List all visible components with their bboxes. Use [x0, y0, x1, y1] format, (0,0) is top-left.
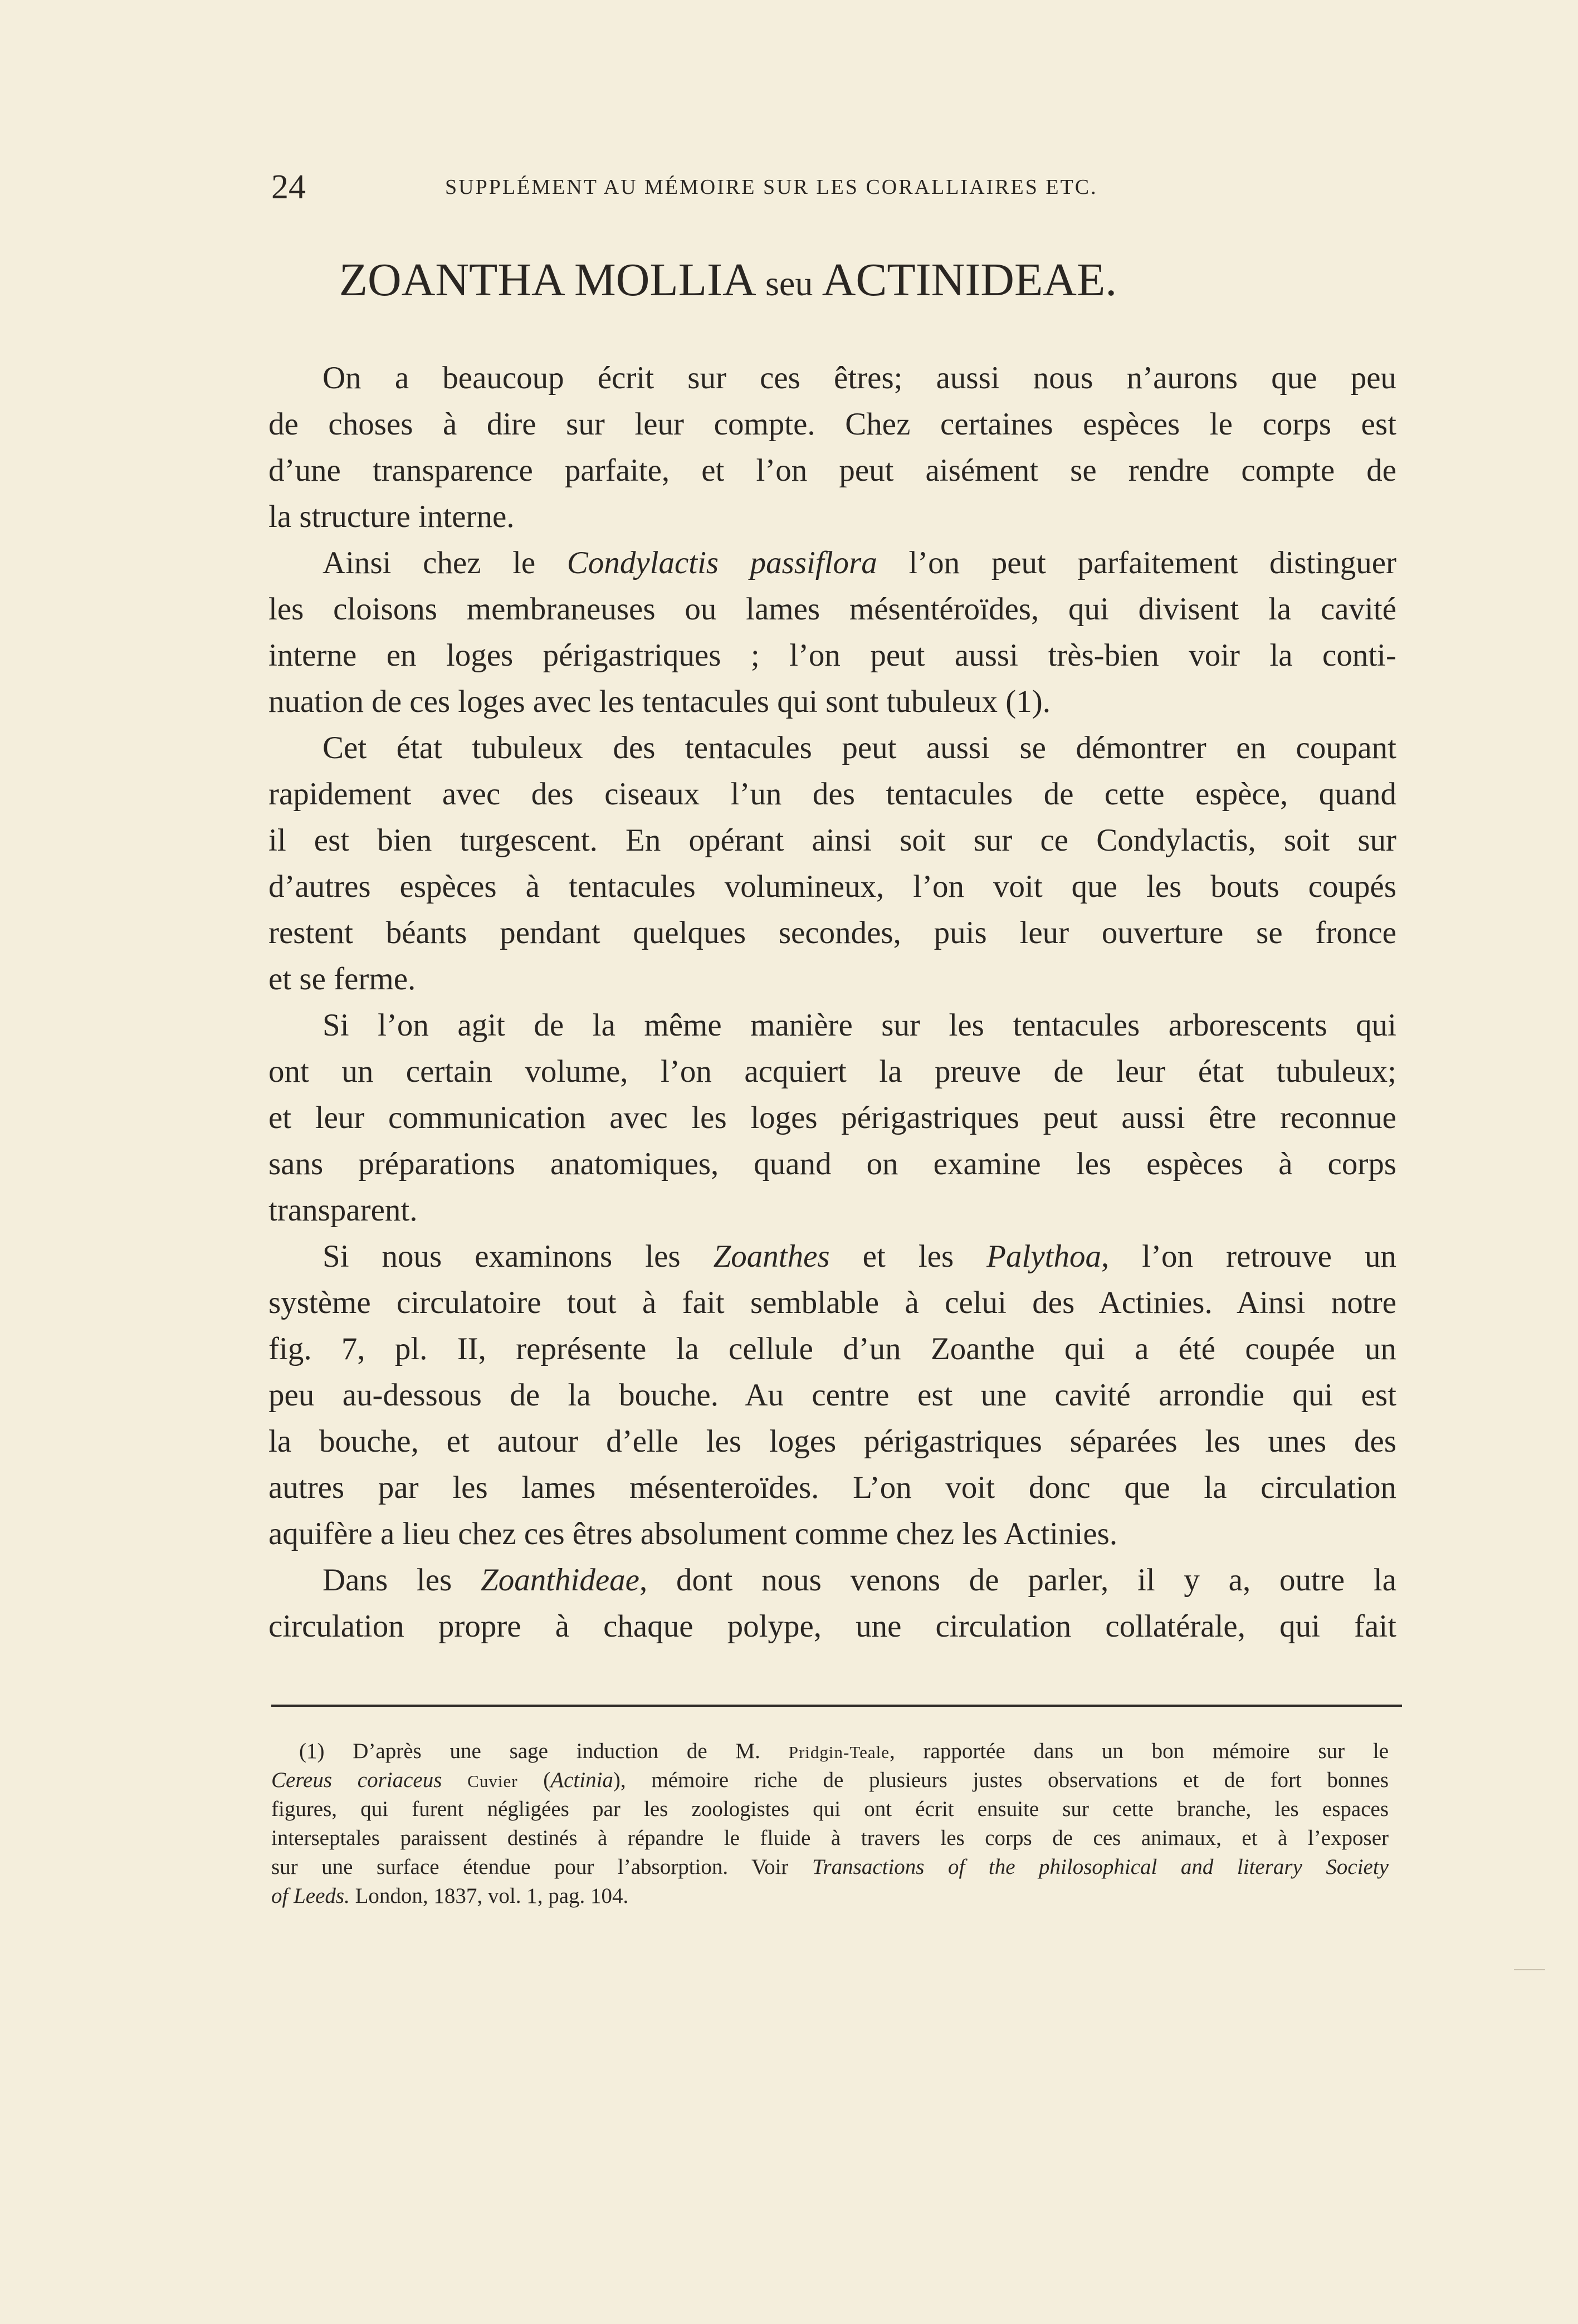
text-line: [268, 1557, 1396, 1603]
species-name: Condylactis passiflora: [566, 545, 877, 580]
text-line: sans préparations anatomiques, quand on examine les espèces à corps: [268, 1146, 1396, 1181]
text-segment: (: [543, 1768, 551, 1792]
text-segment: Si nous examinons les: [323, 1239, 681, 1274]
author-name: Pridgin-Teale: [788, 1742, 890, 1762]
author-name: Cuvier: [467, 1771, 518, 1791]
text-line: autres par les lames mésenteroïdes. L’on voit donc que la circulation: [268, 1470, 1396, 1505]
text-segment: , l’on retrouve un: [1101, 1239, 1397, 1274]
text-segment: , dont nous venons de parler, il y a, outre la: [639, 1563, 1397, 1598]
text-line: circulation propre à chaque polype, une circulation collatérale, qui fait: [268, 1609, 1396, 1644]
text-segment: sur une surface étendue pour l’absorption. Voir: [271, 1855, 789, 1879]
footnote-line: figures, qui furent négligées par les zoologistes qui ont écrit ensuite sur cette branche, les espaces: [271, 1797, 1389, 1821]
journal-title: of Leeds.: [271, 1884, 350, 1908]
species-name: Cereus coriaceus: [271, 1768, 442, 1792]
text-line: fig. 7, pl. II, représente la cellule d’un Zoanthe qui a été coupée un: [268, 1331, 1396, 1366]
text-line: aquifère a lieu chez ces êtres absolument comme chez les Actinies.: [268, 1516, 1118, 1551]
text-line: les cloisons membraneuses ou lames mésentéroïdes, qui divisent la cavité: [268, 592, 1396, 627]
text-line: système circulatoire tout à fait semblable à celui des Actinies. Ainsi notre: [268, 1285, 1396, 1320]
text-line: Cet état tubuleux des tentacules peut aussi se démontrer en coupant: [323, 730, 1396, 765]
text-line: la bouche, et autour d’elle les loges périgastriques séparées les unes des: [268, 1424, 1396, 1459]
text-line: et leur communication avec les loges périgastriques peut aussi être reconnue: [268, 1100, 1396, 1135]
text-segment: Ainsi chez le: [323, 545, 536, 580]
footnote-line: [271, 1882, 1389, 1911]
footnote-line: [271, 1737, 1389, 1766]
text-line: restent béants pendant quelques secondes, puis leur ouverture se fronce: [268, 915, 1396, 950]
footnote-rule: [271, 1705, 1402, 1707]
text-line: On a beaucoup écrit sur ces êtres; aussi nous n’aurons que peu: [323, 360, 1396, 396]
text-segment: Dans les: [323, 1563, 452, 1598]
text-line: [268, 1233, 1396, 1280]
text-line: rapidement avec des ciseaux l’un des tentacules de cette espèce, quand: [268, 777, 1396, 812]
section-title: [271, 250, 1185, 314]
footnote-line: [271, 1766, 1389, 1795]
text-segment: London, 1837, vol. 1, pag. 104.: [355, 1884, 629, 1908]
text-segment: l’on peut parfaitement distinguer: [908, 545, 1396, 580]
page-number: 24: [271, 168, 306, 206]
text-line: [268, 540, 1396, 586]
text-line: interne en loges périgastriques ; l’on peut aussi très-bien voir la conti-: [268, 638, 1396, 673]
title-part-3: ACTINIDEAE.: [822, 254, 1117, 306]
text-line: d’autres espèces à tentacules volumineux, l’on voit que les bouts coupés: [268, 869, 1396, 904]
footnote: [271, 1737, 1389, 1911]
genus-name: Palythoa: [986, 1239, 1101, 1274]
running-head: [271, 165, 1221, 209]
text-line: ont un certain volume, l’on acquiert la preuve de leur état tubuleux;: [268, 1054, 1396, 1089]
journal-title: Transactions of the philosophical and literary Society: [812, 1855, 1389, 1879]
text-segment: (1) D’après une sage induction de M.: [299, 1739, 760, 1763]
group-name: Zoanthideae: [481, 1563, 639, 1598]
text-line: il est bien turgescent. En opérant ainsi soit sur ce Condylactis, soit sur: [268, 823, 1396, 858]
title-part-1: ZOANTHA MOLLIA: [339, 254, 754, 306]
running-title: SUPPLÉMENT AU MÉMOIRE SUR LES CORALLIAIRES ETC.: [445, 175, 1098, 199]
text-line: peu au-dessous de la bouche. Au centre est une cavité arrondie qui est: [268, 1378, 1396, 1413]
genus-name: Zoanthes: [713, 1239, 830, 1274]
text-segment: et les: [862, 1239, 954, 1274]
text-segment: , rapportée dans un bon mémoire sur le: [889, 1739, 1389, 1763]
genus-name: Actinia: [550, 1768, 613, 1792]
text-line: transparent.: [268, 1193, 418, 1228]
text-segment: ), mémoire riche de plusieurs justes observations et de fort bonnes: [613, 1768, 1389, 1792]
text-line: nuation de ces loges avec les tentacules qui sont tubuleux (1).: [268, 684, 1051, 719]
text-line: de choses à dire sur leur compte. Chez certaines espèces le corps est: [268, 407, 1396, 442]
title-part-2: seu: [765, 263, 813, 303]
footnote-line: [271, 1853, 1389, 1882]
body-text: [268, 355, 1396, 1649]
text-line: Si l’on agit de la même manière sur les tentacules arborescents qui: [323, 1008, 1396, 1043]
page-edge-mark: [1514, 1969, 1545, 1970]
text-line: d’une transparence parfaite, et l’on peut aisément se rendre compte de: [268, 453, 1396, 488]
footnote-line: interseptales paraissent destinés à répandre le fluide à travers les corps de ces animaux, et à l’exposer: [271, 1826, 1389, 1850]
text-line: la structure interne.: [268, 499, 515, 534]
text-line: et se ferme.: [268, 961, 416, 997]
